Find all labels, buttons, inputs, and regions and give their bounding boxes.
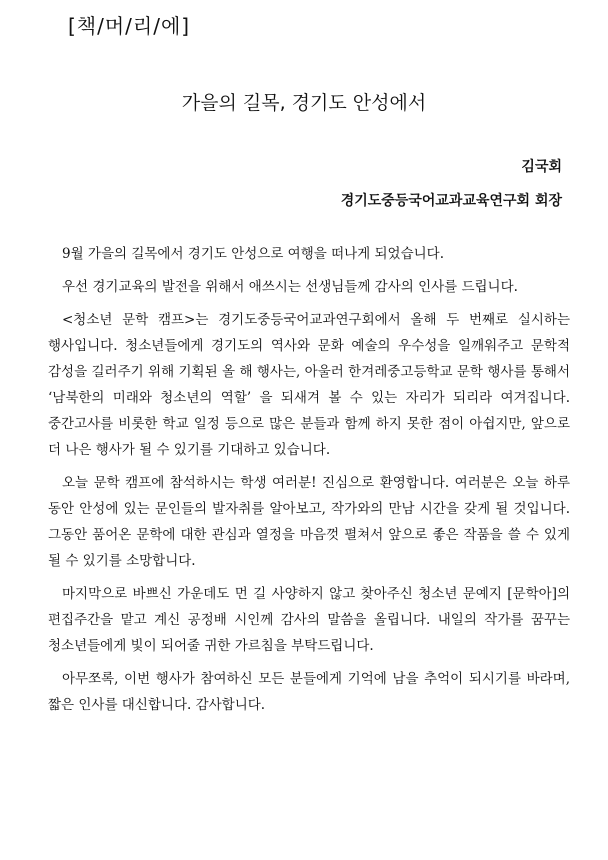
document-title: 가을의 길목, 경기도 안성에서 <box>181 92 427 114</box>
paragraph: 우선 경기교육의 발전을 위해서 애쓰시는 선생님들께 감사의 인사를 드립니다. <box>62 279 518 295</box>
section-tag: [책/머/리/에] <box>68 14 191 38</box>
paragraph: 9월 가을의 길목에서 경기도 안성으로 여행을 떠나게 되었습니다. <box>62 246 444 262</box>
paragraph: <청소년 문학 캠프>는 경기도중등국어교과연구회에서 올해 두 번째로 실시하는 행사입니다. 청소년들에게 경기도의 역사와 문화 예술의 우수성을 일깨워주고 문학적 감성을 길러주기 위해 기획된 올 해 행사는, 아울러 한겨레중고등학교 문학 행사를 통해서 ‘남북한의 미래와 청소년의 역할’ 을 되새겨 볼 수 있는 자리가 되리라 여겨집니다. 중간고사를 비롯한 학교 일정 등으로 많은 분들과 함께 하지 못한 점이 아쉽지만, 앞으로 더 나은 행사가 될 수 있기를 기대하고 있습니다. <box>48 312 570 458</box>
author-role: 경기도중등국어교과교육연구회 회장 <box>340 193 562 209</box>
author-name: 김국회 <box>521 159 562 175</box>
paragraph: 오늘 문학 캠프에 참석하시는 학생 여러분! 진심으로 환영합니다. 여러분은 오늘 하루 동안 안성에 있는 문인들의 발자취를 알아보고, 작가와의 만남 시간을 갖게 될 것입니다. 그동안 품어온 문학에 대한 관심과 열정을 마음껏 펼쳐서 앞으로 좋은 작품을 쓸 수 있게 될 수 있기를 소망합니다. <box>48 475 570 569</box>
paragraph: 마지막으로 바쁘신 가운데도 먼 길 사양하지 않고 찾아주신 청소년 문예지 [문학아]의 편집주간을 맡고 계신 공정배 시인께 감사의 말씀을 올립니다. 내일의 작가를 꿈꾸는 청소년들에게 빛이 되어줄 귀한 가르침을 부탁드립니다. <box>48 586 570 654</box>
document-body <box>48 241 570 725</box>
paragraph: 아무쪼록, 이번 행사가 참여하신 모든 분들에게 기억에 남을 추억이 되시기를 바라며, 짧은 인사를 대신합니다. 감사합니다. <box>48 671 570 713</box>
